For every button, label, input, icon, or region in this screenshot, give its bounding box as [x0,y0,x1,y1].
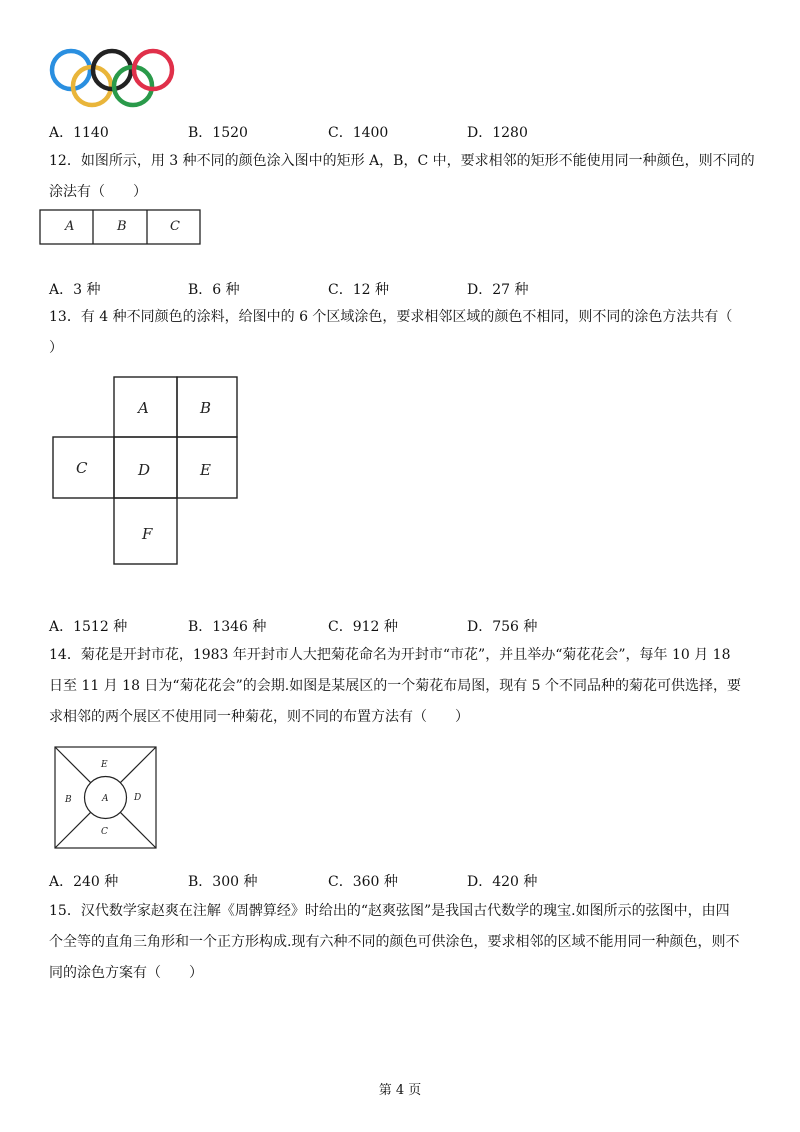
q13-stem-line-1: 13．有 4 种不同颜色的涂料，给图中的 6 个区域涂色，要求相邻区域的颜色不相同，则不同的涂色方法共有（ [49,309,733,325]
q12-stem-line-1: 12．如图所示，用 3 种不同的颜色涂入图中的矩形 A，B，C 中，要求相邻的矩形不能使用同一种颜色，则不同的 [49,153,755,169]
q11-option-d[interactable]: D．1280 [467,125,528,141]
q12-rectangles-figure [39,209,203,247]
q14-stem-line-2: 日至 11 月 18 日为“菊花花会”的会期.如图是某展区的一个菊花布局图，现有 5 个不同品种的菊花可供选择，要 [49,678,741,694]
q13-option-d[interactable]: D．756 种 [467,619,538,635]
q12-option-d[interactable]: D．27 种 [467,282,529,298]
q14-flower-layout-figure [54,746,158,850]
q14-label-d: D [134,793,142,803]
q14-option-a[interactable]: A．240 种 [49,874,119,890]
q12-label-a: A [65,219,75,234]
q11-option-b[interactable]: B．1520 [188,125,248,141]
q13-label-b: B [200,399,212,417]
q12-option-b[interactable]: B．6 种 [188,282,240,298]
q13-label-f: F [142,525,153,543]
page-number: 第 4 页 [378,1083,422,1098]
q15-stem-line-2: 个全等的直角三角形和一个正方形构成.现有六种不同的颜色可供涂色，要求相邻的区域不能用同一种颜色，则不 [49,934,740,950]
q12-option-c[interactable]: C．12 种 [328,282,389,298]
q12-stem-line-2: 涂法有（ ） [49,184,147,200]
q11-option-a[interactable]: A．1140 [49,125,109,141]
q11-option-c[interactable]: C．1400 [328,125,389,141]
q12-option-a[interactable]: A．3 种 [49,282,101,298]
q14-label-a: A [102,794,109,804]
q15-stem-line-3: 同的涂色方案有（ ） [49,965,203,981]
q14-diagonal-tl [55,747,91,783]
q14-label-e: E [101,760,108,770]
q14-diagonal-bl [55,812,91,848]
q13-label-d: D [138,461,151,479]
q13-six-region-figure [52,376,240,568]
q14-stem-line-3: 求相邻的两个展区不使用同一种菊花，则不同的布置方法有（ ） [49,709,469,725]
q13-label-e: E [200,461,211,479]
q14-label-c: C [101,827,108,837]
q14-option-c[interactable]: C．360 种 [328,874,398,890]
q13-option-c[interactable]: C．912 种 [328,619,398,635]
q13-option-b[interactable]: B．1346 种 [188,619,267,635]
q13-label-a: A [138,399,149,417]
q14-label-b: B [65,795,72,805]
q14-diagonal-tr [120,747,156,783]
q12-label-c: C [170,219,180,234]
q14-option-d[interactable]: D．420 种 [467,874,538,890]
olympic-rings-figure [48,48,178,110]
q13-stem-line-2: ） [49,340,63,356]
q12-label-b: B [117,219,127,234]
q14-stem-line-1: 14．菊花是开封市花，1983 年开封市人大把菊花命名为开封市“市花”，并且举办“菊花花会”，每年 10 月 18 [49,647,731,663]
q14-diagonal-br [120,812,156,848]
q14-option-b[interactable]: B．300 种 [188,874,258,890]
q13-label-c: C [76,459,88,477]
q15-stem-line-1: 15．汉代数学家赵爽在注解《周髀算经》时给出的“赵爽弦图”是我国古代数学的瑰宝.如图所示的弦图中，由四 [49,903,730,919]
q13-option-a[interactable]: A．1512 种 [49,619,128,635]
